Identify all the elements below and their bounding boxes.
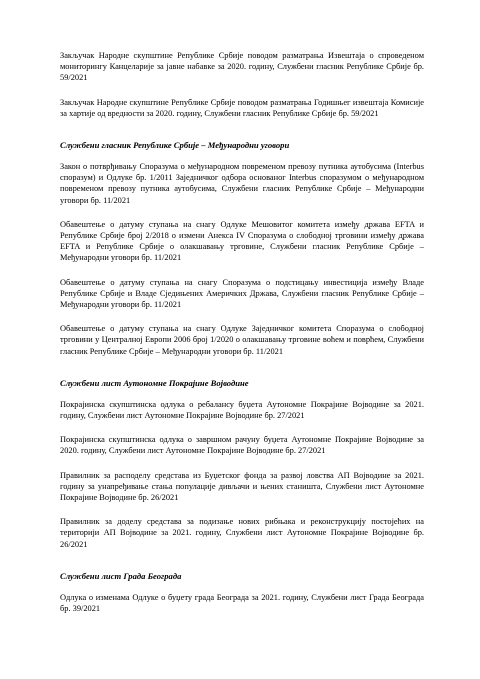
document-paragraph: Покрајинска скупштинска одлука о завршном рачуну буџета Аутономне Покрајине Војводине за 2020. годину, Службени лист Аутономне Покрајине Војводине бр. 27/2021 [60,435,424,456]
section-heading: Службени лист Аутономне Покрајине Војводине [60,377,249,388]
section-belgrade [60,571,424,614]
intro-section [60,50,424,119]
section-vojvodina [60,378,424,550]
section-international-treaties [60,140,424,357]
section-heading: Службени гласник Републике Србије – Међународни уговори [60,140,290,151]
section-heading: Службени лист Града Београда [60,570,182,581]
document-paragraph: Одлука о изменама Одлуке о буџету града Београда за 2021. годину, Службени лист Града Београда бр. 39/2021 [60,592,424,614]
document-paragraph: Покрајинска скупштинска одлука о ребалансу буџета Аутономне Покрајине Војводине за 2021. годину, Службени лист Аутономне Покрајине Војводине бр. 27/2021 [60,399,424,421]
document-body [60,50,424,627]
document-paragraph: Обавештење о датуму ступања на снагу Одлуке Заједничког комитета Споразума о слободној трговини у Централној Европи 2006 број 1/2020 о олакшавању трговине воћем и поврћем, Службени гласник Републике Србије – Међународни уговори бр. 11/2021 [60,324,424,356]
document-paragraph: Закључак Народне скупштине Републике Србије поводом разматрања Извештаја о спроведеном мониторингу Канцеларије за јавне набавке за 2020. годину, Службени гласник Републике Србије бр. 59/2021 [60,51,424,83]
document-paragraph: Обавештење о датуму ступања на снагу Споразума о подстицању инвестиција између Владе Републике Србије и Владе Сједињених Америчких Држава, Службени гласник Републике Србије – Међународни уговори бр. 11/2021 [60,277,424,310]
document-paragraph: Закључак Народне скупштине Републике Србије поводом разматрања Годишњег извештаја Комисије за хартије од вредности за 2020. годину, Службени гласник Републике Србије бр. 59/2021 [60,97,424,118]
document-paragraph: Закон о потврђивању Споразума о међународном повременом превозу путника аутобусима (Interbus споразум) и Одлуке бр. 1/2011 Заједничког одбора основаног Interbus споразумом о међународном повременом превозу путника аутобусима, Службени гласник Републике Србије – Међународни уговори бр. 11/2021 [60,162,424,205]
document-paragraph: Обавештење о датуму ступања на снагу Одлуке Мешовитог комитета између држава EFTA и Републике Србије број 2/2018 о измени Анекса IV Споразума о слободној трговини између држава EFTA и Републике Србије о олакшавању трговине, Службени гласник Републике Србије – Међународни уговори бр. 11/2021 [60,219,424,263]
document-paragraph: Правилник за доделу средстава за подизање нових рибњака и реконструкцију постојећих на територији АП Војводине за 2021. годину, Службени лист Аутономне Покрајине Војводине бр. 26/2021 [60,517,424,549]
document-paragraph: Правилник за расподелу средстава из Буџетског фонда за развој ловства АП Војводине за 2021. годину за унапређивање стања популације дивљачи и њених станишта, Службени лист Аутономне Покрајине Војводине бр. 26/2021 [60,470,424,503]
